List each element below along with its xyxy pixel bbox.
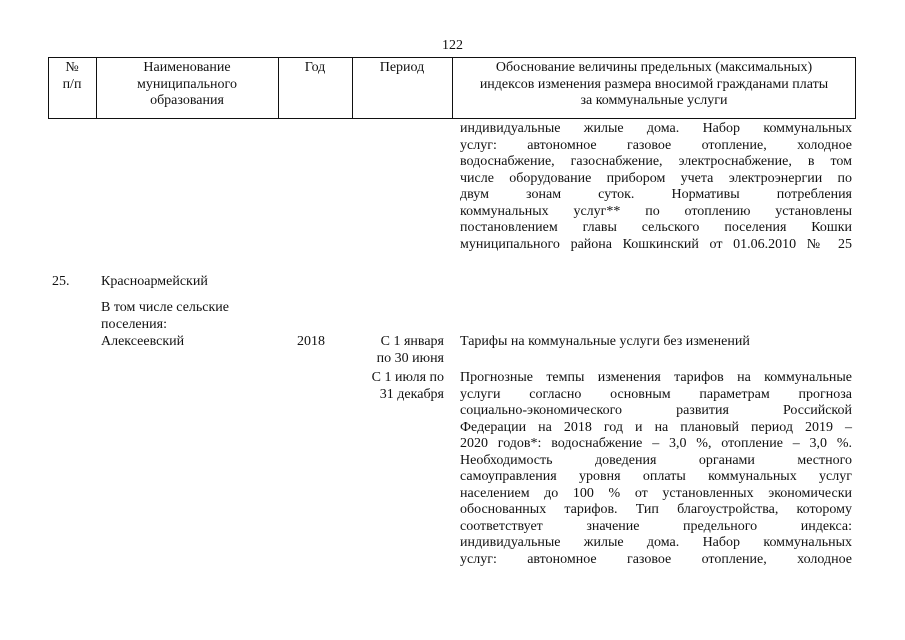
period-second-half bbox=[352, 370, 444, 403]
text-line: числе оборудование прибором учета электроэнергии по bbox=[460, 170, 852, 186]
text-line: индивидуальные жилые дома. Набор коммунальных bbox=[460, 121, 852, 136]
period-first-half bbox=[352, 334, 444, 367]
text-line: муниципального района Кошкинский от 01.06.2010 № 25 bbox=[460, 236, 852, 252]
sub-label bbox=[101, 300, 229, 333]
text-line: самоуправления уровня оплаты коммунальных услуг bbox=[460, 469, 852, 484]
header-name-column bbox=[96, 60, 278, 110]
year-value: 2018 bbox=[297, 334, 325, 349]
text-line: социально-экономического развития Российской bbox=[460, 403, 852, 418]
header-text: п/п bbox=[62, 76, 82, 92]
header-text: индексов изменения размера вносимой гражданами платы bbox=[479, 76, 829, 92]
text-line: обоснованных тарифов. Тип благоустройства, которому bbox=[460, 502, 852, 517]
text-line: С 1 января bbox=[380, 334, 444, 349]
text-line: 31 декабря bbox=[379, 386, 444, 402]
header-basis-column bbox=[452, 60, 856, 110]
text-line: по 30 июня bbox=[376, 350, 444, 366]
settlement-name: Алексеевский bbox=[101, 334, 185, 349]
text-line: Федерации на 2018 год и на плановый период 2019 – bbox=[460, 419, 852, 435]
header-period-column bbox=[352, 60, 452, 77]
text-line: 2020 годов*: водоснабжение – 3,0 %, отопление – 3,0 %. bbox=[460, 436, 852, 451]
text-line: населением до 100 % от установленных экономически bbox=[460, 485, 852, 501]
page-number: 122 bbox=[442, 38, 463, 53]
municipality-name: Красноармейский bbox=[101, 274, 208, 289]
text-line: индивидуальные жилые дома. Набор коммунальных bbox=[460, 535, 852, 550]
text-line: С 1 июля по bbox=[371, 370, 444, 385]
basis-first-half: Тарифы на коммунальные услуги без изменений bbox=[460, 334, 750, 349]
basis-second-half bbox=[460, 370, 852, 568]
text-line: постановлением главы сельского поселения Кошки bbox=[460, 220, 852, 235]
text-line: услуги согласно основным параметрам прогноза bbox=[460, 386, 852, 402]
text-line: соответствует значение предельного индекса: bbox=[460, 518, 852, 534]
text-line: Необходимость доведения органами местного bbox=[460, 452, 852, 468]
header-year-column bbox=[278, 60, 352, 77]
header-text: Наименование bbox=[143, 60, 231, 75]
row-number: 25. bbox=[52, 274, 70, 289]
text-line: услуг: автономное газовое отопление, холодное bbox=[460, 137, 852, 153]
text-line: коммунальных услуг** по отоплению установлены bbox=[460, 203, 852, 219]
text-line: водоснабжение, газоснабжение, электроснабжение, в том bbox=[460, 154, 852, 169]
continuation-paragraph bbox=[460, 121, 852, 253]
header-number-column bbox=[48, 60, 96, 93]
header-bottom-rule bbox=[48, 118, 856, 119]
text-line: В том числе сельские bbox=[101, 300, 230, 315]
text-line: двум зонам суток. Нормативы потребления bbox=[460, 187, 852, 202]
header-text: за коммунальные услуги bbox=[580, 93, 728, 108]
header-text: муниципального bbox=[137, 76, 237, 92]
header-text: № bbox=[65, 60, 79, 75]
header-text: Период bbox=[379, 60, 425, 75]
text-line: поселения: bbox=[101, 316, 167, 332]
header-text: Год bbox=[304, 60, 326, 75]
text-line: услуг: автономное газовое отопление, холодное bbox=[460, 551, 852, 567]
text-line: Прогнозные темпы изменения тарифов на коммунальные bbox=[460, 370, 852, 385]
header-text: образования bbox=[150, 93, 224, 108]
header-text: Обоснование величины предельных (максимальных) bbox=[495, 60, 813, 75]
